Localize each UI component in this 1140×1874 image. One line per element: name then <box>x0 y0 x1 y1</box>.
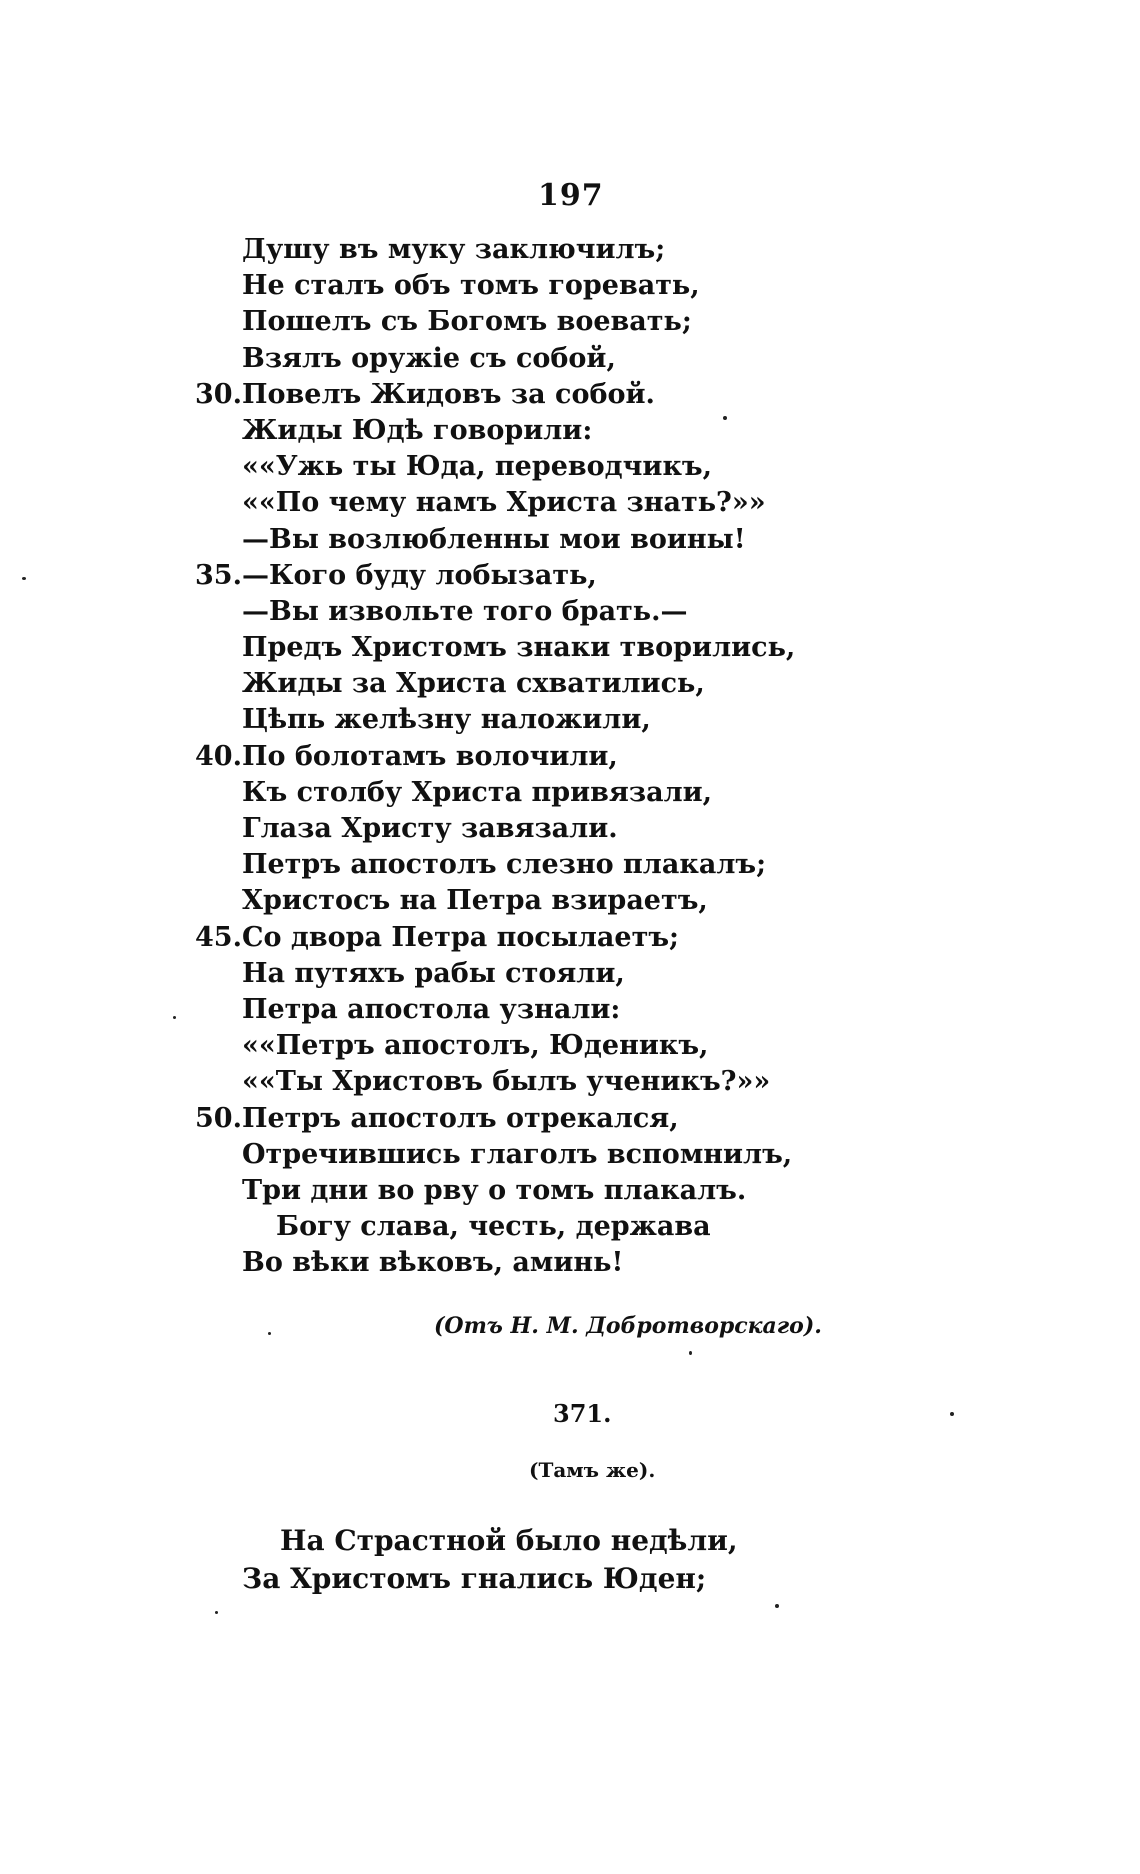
scan-speck <box>950 1412 954 1416</box>
verse-line <box>0 304 1140 340</box>
scan-speck <box>173 1016 176 1019</box>
verse-line-number: 45. <box>195 921 242 953</box>
verse-line-text: Душу въ муку заключилъ; <box>242 234 666 265</box>
verse-line <box>0 739 1140 775</box>
verse-line <box>0 702 1140 738</box>
verse-line <box>0 1028 1140 1064</box>
attribution: (Отъ Н. М. Добротворскаго). <box>434 1313 822 1339</box>
verse-line-text: Цѣпь желѣзну наложили, <box>242 704 651 736</box>
verse-line <box>0 594 1140 630</box>
verse-line <box>0 485 1140 521</box>
verse-line <box>0 1209 1140 1245</box>
verse-line <box>0 268 1140 304</box>
verse-line-text: По болотамъ волочили, <box>242 740 618 772</box>
verse-line <box>0 1101 1140 1137</box>
scan-speck <box>689 1351 692 1355</box>
verse-line-text: ««Ужь ты Юда, переводчикъ, <box>242 451 713 483</box>
verse-line-text: —Вы возлюбленны мои воины! <box>242 523 746 555</box>
verse-line-text: Во вѣки вѣковъ, аминь! <box>242 1247 624 1279</box>
verse-line-text: —Кого буду лобызать, <box>242 559 597 591</box>
verse-line-number: 30. <box>195 378 242 410</box>
verse-line <box>0 920 1140 956</box>
verse-line-text: Взялъ оружiе съ собой, <box>242 342 616 374</box>
verse-line-text: Отречившись глаголъ вспомнилъ, <box>242 1138 793 1170</box>
verse-line-text: Петра апостола узнали: <box>242 993 621 1025</box>
verse-line-text: Предъ Христомъ знаки творились, <box>242 632 796 664</box>
scan-speck <box>775 1604 779 1608</box>
second-poem-block <box>0 1522 1140 1598</box>
verse-line-text: Христосъ на Петра взираетъ, <box>242 885 708 917</box>
verse-line-number: 40. <box>195 740 242 772</box>
verse-line <box>0 413 1140 449</box>
verse-line-text: Повелъ Жидовъ за собой. <box>242 378 655 410</box>
scan-speck <box>723 416 727 420</box>
verse-block <box>0 232 1140 1281</box>
verse-line <box>0 558 1140 594</box>
verse-line-text: На путяхъ рабы стояли, <box>242 957 625 989</box>
verse-line <box>0 449 1140 485</box>
poem-line-text: На Страстной было недѣли, <box>280 1524 738 1557</box>
verse-line-text: Петръ апостолъ слезно плакалъ; <box>242 849 767 881</box>
verse-line <box>0 232 1140 268</box>
verse-line-text: Къ столбу Христа привязали, <box>242 776 713 808</box>
verse-line-text: Жиды за Христа схватились, <box>242 668 705 700</box>
verse-line-text: ««Петръ апостолъ, Юденикъ, <box>242 1030 709 1062</box>
verse-line <box>0 341 1140 377</box>
verse-line-text: Не сталъ объ томъ горевать, <box>242 270 700 302</box>
section-number: 371. <box>553 1399 612 1428</box>
section-subtitle: (Тамъ же). <box>529 1458 656 1482</box>
verse-line <box>0 883 1140 919</box>
verse-line-text: Богу слава, честь, держава <box>276 1211 711 1243</box>
verse-line-text: Со двора Петра посылаетъ; <box>242 921 680 953</box>
verse-line-text: ««Ты Христовъ былъ ученикъ?»» <box>242 1066 771 1098</box>
poem-line <box>0 1560 1140 1598</box>
poem-line-text: За Христомъ гнались Юден; <box>242 1562 707 1595</box>
verse-line <box>0 992 1140 1028</box>
scan-speck <box>22 577 26 580</box>
verse-line <box>0 956 1140 992</box>
scan-speck <box>215 1611 218 1614</box>
verse-line-text: ««По чему намъ Христа знать?»» <box>242 487 766 519</box>
verse-line <box>0 1245 1140 1281</box>
verse-line <box>0 811 1140 847</box>
verse-line <box>0 630 1140 666</box>
verse-line-text: Глаза Христу завязали. <box>242 813 618 844</box>
verse-line <box>0 522 1140 558</box>
verse-line-text: —Вы извольте того брать.— <box>242 595 688 627</box>
verse-line <box>0 377 1140 413</box>
verse-line-text: Пошелъ съ Богомъ воевать; <box>242 306 692 338</box>
verse-line-text: Петръ апостолъ отрекался, <box>242 1102 679 1134</box>
verse-line-number: 50. <box>195 1102 242 1134</box>
verse-line <box>0 1137 1140 1173</box>
verse-line <box>0 1064 1140 1100</box>
verse-line <box>0 847 1140 883</box>
scan-speck <box>268 1332 271 1335</box>
page-number: 197 <box>538 178 604 213</box>
poem-line <box>0 1522 1140 1560</box>
verse-line <box>0 1173 1140 1209</box>
verse-line-text: Три дни во рву о томъ плакалъ. <box>242 1174 747 1206</box>
verse-line <box>0 666 1140 702</box>
verse-line-text: Жиды Юдѣ говорили: <box>242 414 593 446</box>
verse-line-number: 35. <box>195 559 242 591</box>
verse-line <box>0 775 1140 811</box>
